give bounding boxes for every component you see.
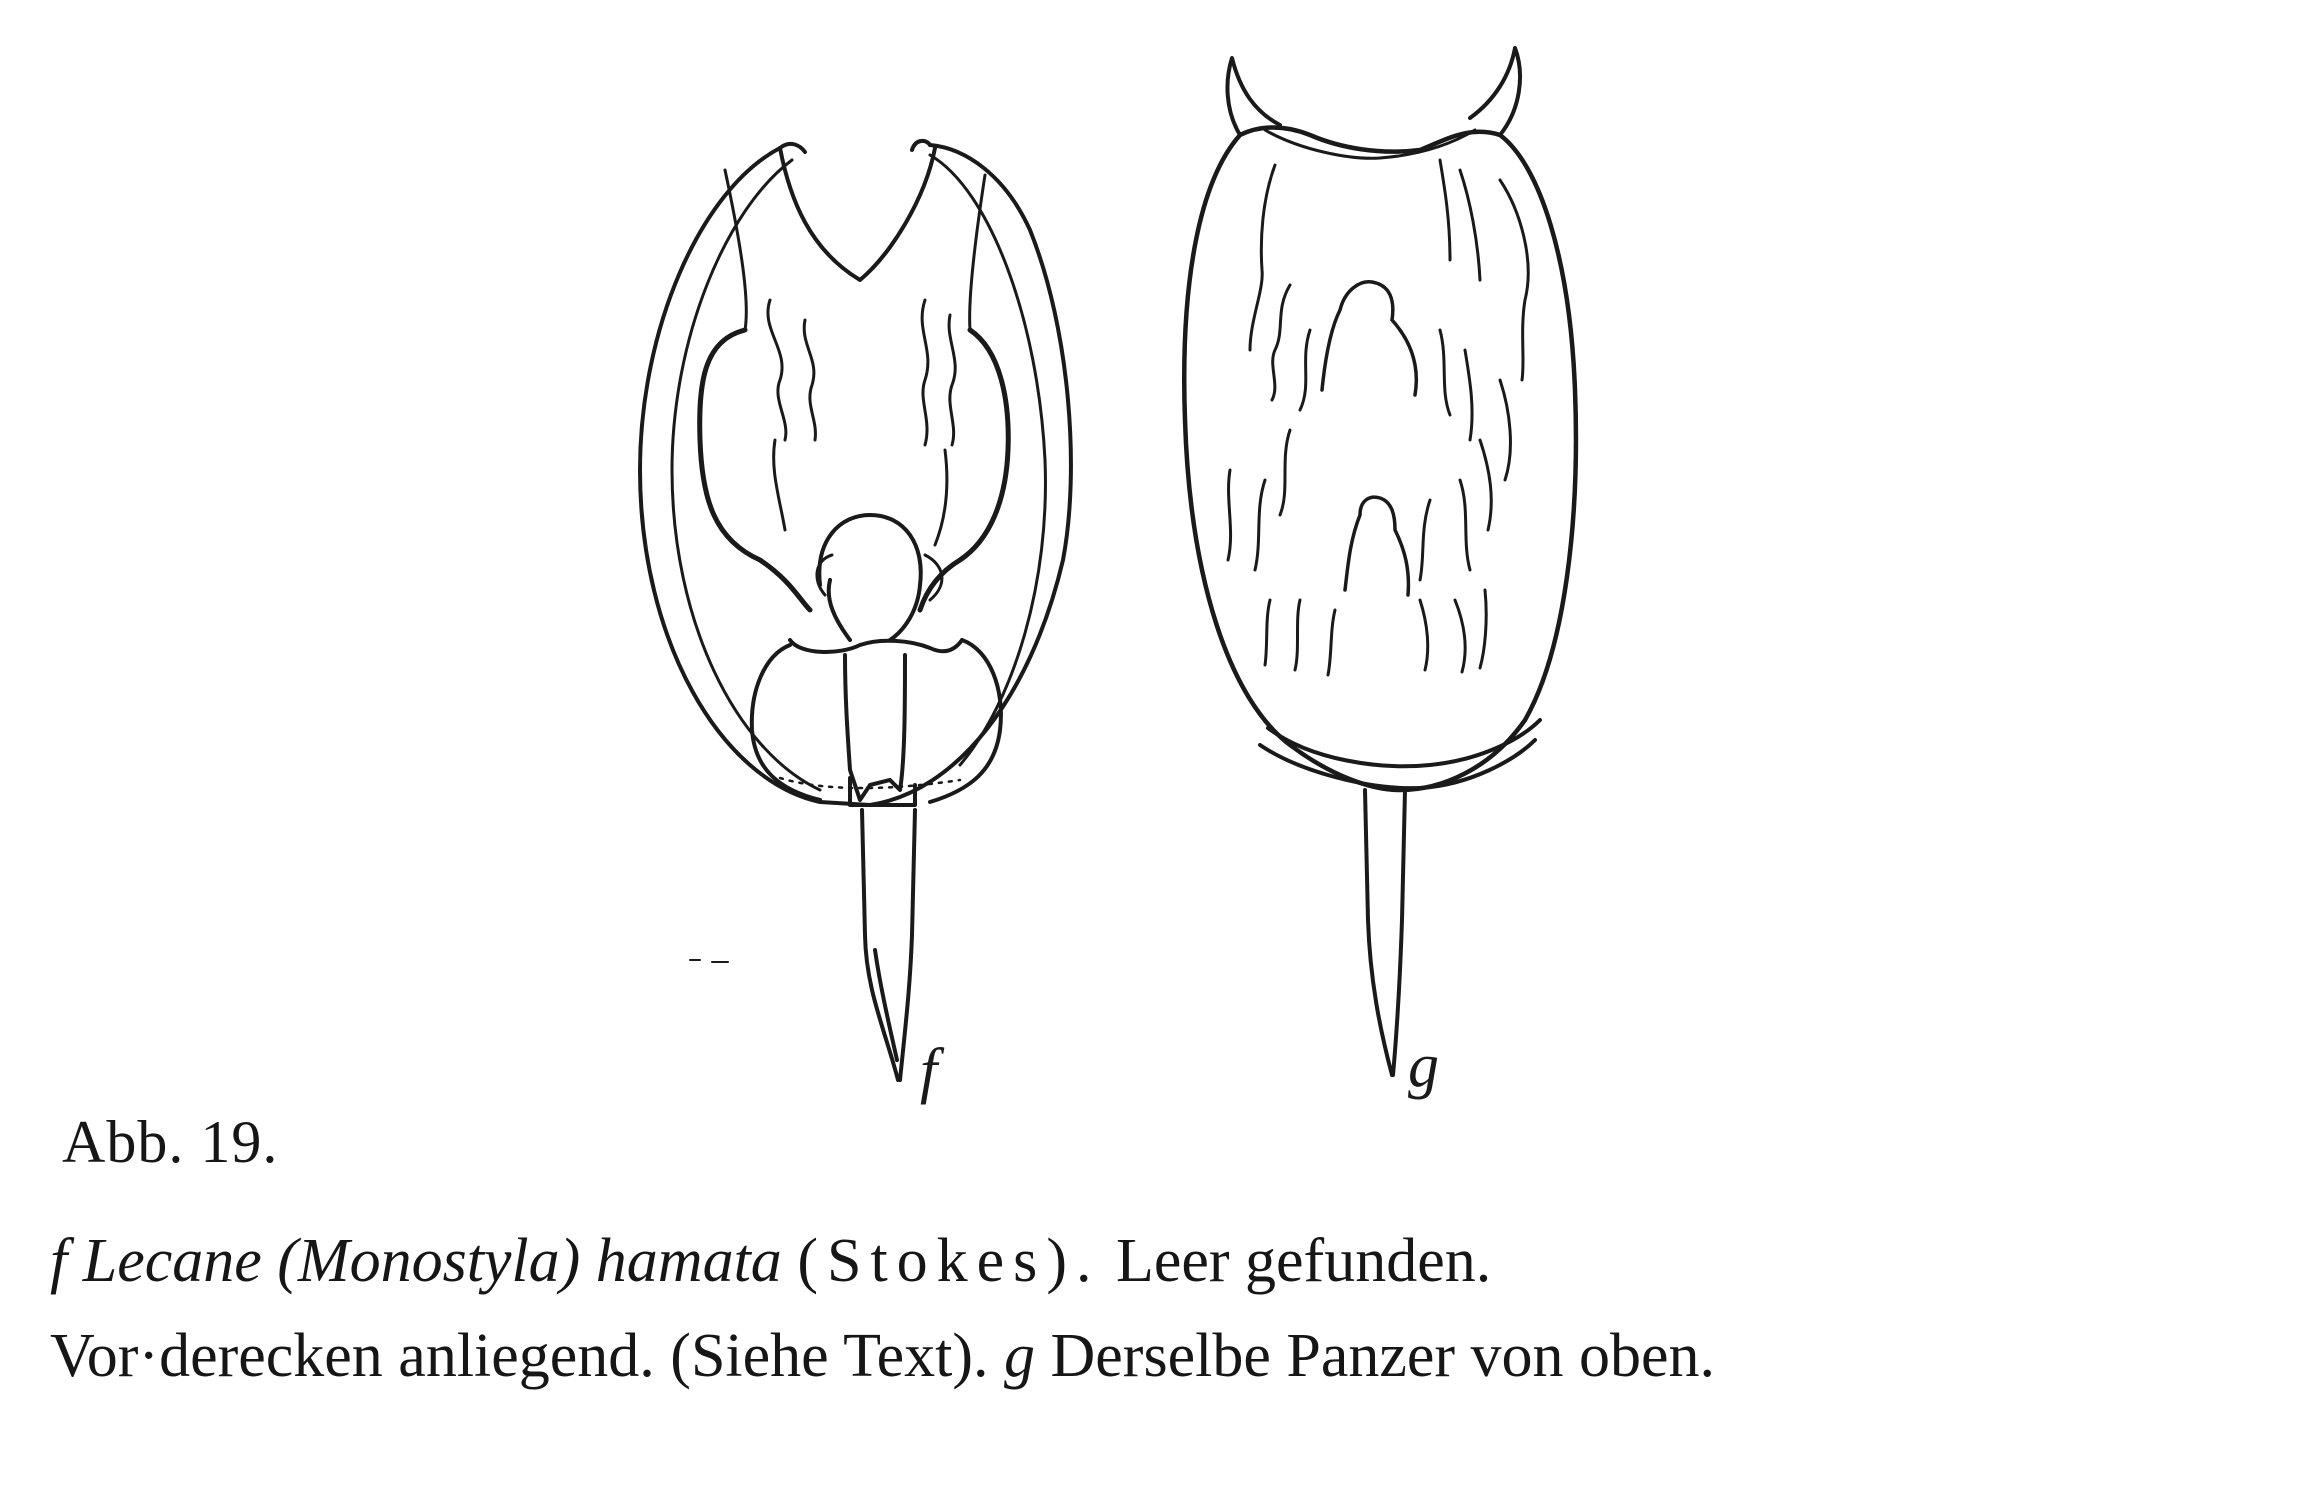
caption-line-1 [50, 1227, 1492, 1295]
f-ridge-right-1 [922, 300, 928, 445]
caption-f-letter: f [50, 1227, 68, 1295]
caption-text-before: Vor·derecken anliegend. (Siehe Text). [50, 1322, 989, 1390]
f-central-lobe [819, 515, 920, 640]
caption-species-name: Lecane (Monostyla) hamata [82, 1227, 782, 1295]
g-ridge-right-outer2 [1500, 180, 1528, 380]
g-outer-lorica [1184, 128, 1576, 791]
g-ridge-bottom [1265, 590, 1486, 675]
f-head-notch [780, 141, 935, 280]
g-toe [1365, 790, 1405, 1075]
specimen-g-drawing [1184, 48, 1576, 1075]
f-stray-mark [690, 960, 728, 962]
f-ridge-left-2 [804, 320, 815, 440]
g-chevron-lower [1345, 497, 1408, 595]
g-ridge-right-lower [1480, 380, 1510, 530]
g-left-spine [1227, 58, 1280, 135]
f-ridge-left-1 [768, 300, 786, 440]
caption-text-after: Derselbe Panzer von oben. [1050, 1322, 1716, 1390]
g-chevron-upper [1322, 282, 1416, 395]
f-transverse-fold [790, 640, 962, 652]
f-ridge-right-2 [949, 315, 955, 445]
caption-line-2 [50, 1322, 1716, 1390]
f-ridge-right-3 [935, 450, 947, 545]
panel-label-f: f [920, 1037, 938, 1105]
f-ridge-left-3 [774, 440, 785, 530]
caption-g-letter: g [1004, 1322, 1036, 1390]
g-anterior-margin [1265, 130, 1475, 158]
g-ridge-left-mid [1272, 285, 1290, 400]
f-posterior-plate [752, 640, 1001, 802]
g-ridge-right-outer [1440, 160, 1480, 280]
f-foot-segment [845, 655, 905, 800]
f-inner-lorica [672, 155, 1045, 790]
f-ventral-plate-top [725, 170, 985, 330]
panel-label-g: g [1408, 1032, 1439, 1100]
specimen-f-drawing [640, 141, 1071, 1080]
g-chevron-arms-left [1280, 330, 1310, 515]
g-ridge-left-outer [1250, 165, 1275, 350]
g-ridge-lower-left [1228, 470, 1265, 570]
g-chevron-arms-right [1440, 330, 1472, 440]
g-ridge-lower-right [1420, 480, 1470, 580]
caption-remark: Leer gefunden. [1115, 1227, 1492, 1295]
f-side-hooks [817, 555, 942, 600]
f-ventral-plate [700, 330, 1009, 610]
f-toe [862, 810, 915, 1080]
g-right-spine [1470, 48, 1520, 135]
figure-number: Abb. 19. [62, 1109, 279, 1175]
caption-author: (Stokes). [797, 1227, 1101, 1295]
